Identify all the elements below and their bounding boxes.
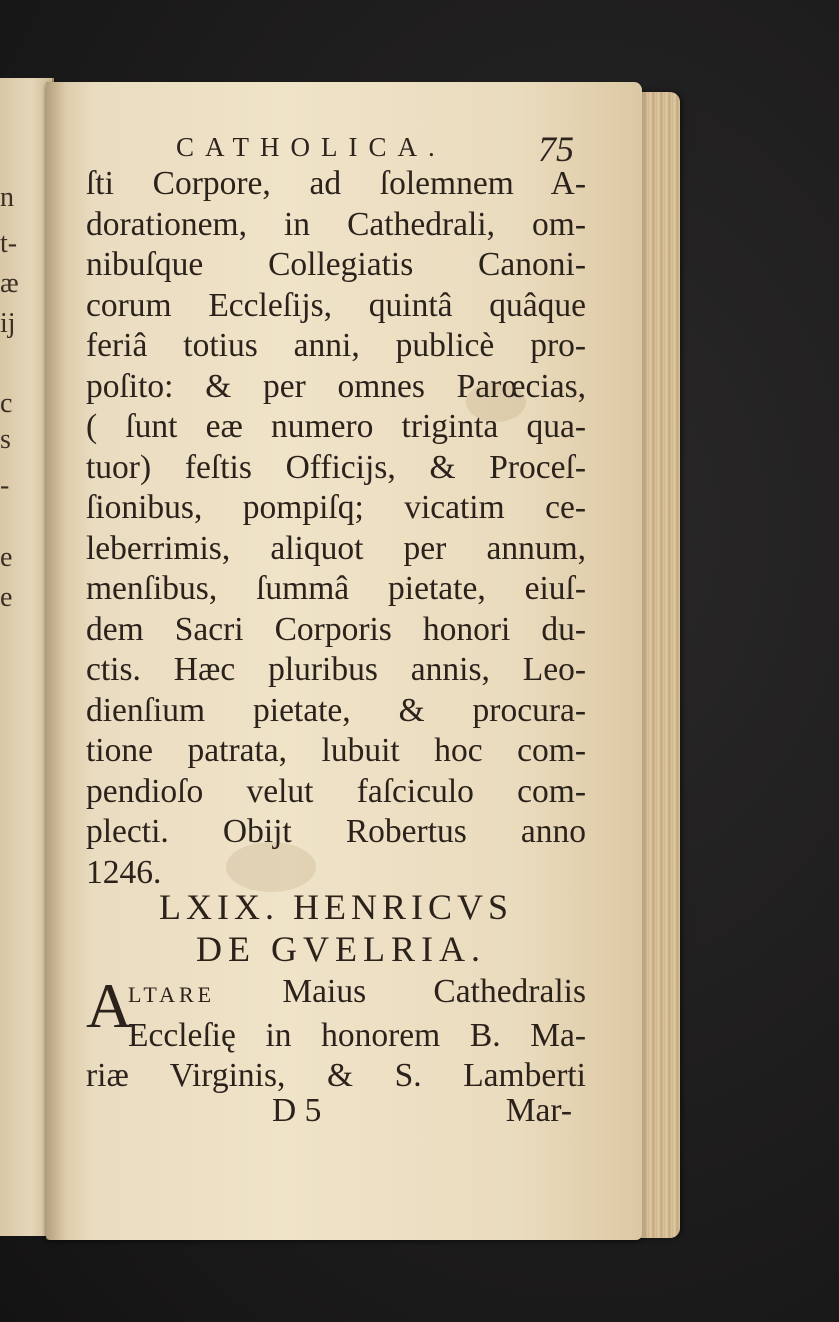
text-line: nibuſque Collegiatis Canoni-: [86, 246, 586, 283]
text-line: [86, 972, 586, 1016]
text-line: ſti Corpore, ad ſolemnem A-: [86, 165, 586, 202]
text-line: ſionibus, pompiſq; vicatim ce-: [86, 489, 586, 526]
text-fragment: Maius Cathedralis: [282, 973, 586, 1010]
text-line: feriâ totius anni, publicè pro-: [86, 327, 586, 364]
text-line: corum Eccleſijs, quintâ quâque: [86, 286, 586, 324]
chapter-title: LXIX. HENRICVS: [159, 887, 513, 927]
text-line: poſito: & per omnes Parœcias,: [86, 367, 586, 405]
text-line: leberrimis, aliquot per annum,: [86, 529, 586, 567]
text-line: ( ſunt eæ numero triginta qua-: [86, 408, 586, 445]
text-line: riæ Virginis, & S. Lamberti: [86, 1057, 586, 1094]
book-page: [46, 82, 642, 1240]
page-footer: [86, 1092, 586, 1134]
text-line: 1246.: [86, 853, 162, 891]
facing-page-fragment: -: [0, 470, 10, 501]
drop-cap: A: [86, 970, 133, 1041]
small-caps-word: LTARE: [128, 982, 216, 1007]
facing-page-fragment: e: [0, 542, 13, 573]
facing-page-fragment: e: [0, 582, 13, 613]
page-number: 75: [538, 129, 574, 169]
chapter-heading: [86, 886, 586, 970]
facing-page-fragment: n: [0, 182, 14, 213]
chapter-subtitle: DE GVELRIA.: [196, 929, 486, 969]
text-line: dienſium pietate, & procura-: [86, 691, 586, 729]
text-line: tuor) feſtis Officijs, & Proceſ-: [86, 448, 586, 486]
chapter-paragraph: [86, 972, 586, 1097]
spine-shadow: [46, 82, 66, 1240]
body-text: [86, 164, 586, 893]
text-line: dorationem, in Cathedrali, om-: [86, 205, 586, 243]
facing-page-fragment: ij: [0, 308, 16, 339]
text-line: Eccleſię in honorem B. Ma-: [128, 1016, 586, 1054]
text-line: pendioſo velut faſciculo com-: [86, 772, 586, 810]
text-line: plecti. Obijt Robertus anno: [86, 813, 586, 850]
facing-page-fragment: c: [0, 388, 13, 419]
facing-page-fragment: t-: [0, 228, 18, 259]
text-line: tione patrata, lubuit hoc com-: [86, 732, 586, 769]
facing-page-fragment: æ: [0, 268, 19, 299]
facing-page-fragment: s: [0, 424, 11, 455]
text-line: ctis. Hæc pluribus annis, Leo-: [86, 651, 586, 688]
signature-mark: D 5: [272, 1092, 322, 1129]
text-line: dem Sacri Corporis honori du-: [86, 610, 586, 648]
catchword: Mar-: [505, 1092, 572, 1129]
running-head: CATHOLICA.: [176, 132, 446, 162]
text-line: menſibus, ſummâ pietate, eiuſ-: [86, 570, 586, 607]
